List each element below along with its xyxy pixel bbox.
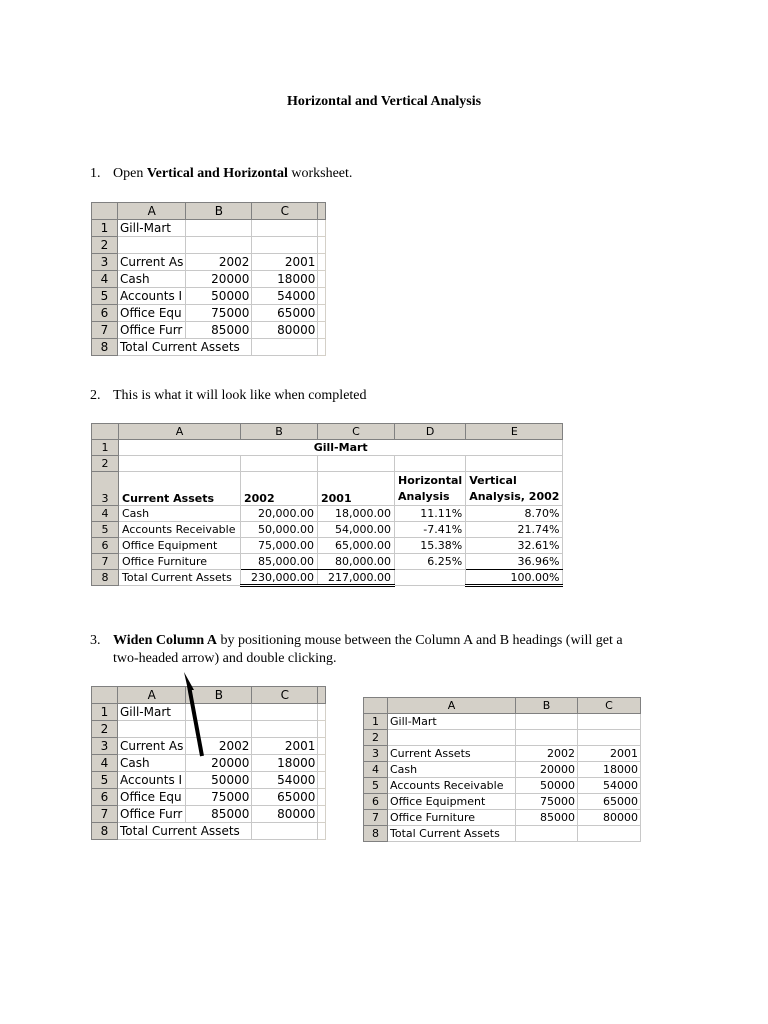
cell-horizontal-analysis-header[interactable] [395,472,466,506]
cell-b[interactable]: 85000 [516,810,578,826]
step-number: 2. [90,388,101,403]
cell-a[interactable]: Gill-Mart [118,704,186,721]
cell-a[interactable]: Office Furniture [119,554,241,570]
page-title: Horizontal and Vertical Analysis [286,94,482,109]
corner-cell [92,203,118,220]
cell[interactable] [318,456,395,472]
cell-a[interactable]: Accounts I [118,772,186,789]
cell-a[interactable]: Cash [119,506,241,522]
cell-a[interactable]: Cash [118,271,186,288]
row-header[interactable]: 3 [92,738,118,755]
cell-c[interactable]: 2001 [252,738,318,755]
row-header[interactable]: 8 [92,339,118,356]
corner-cell [92,687,118,704]
cell-d[interactable] [318,271,326,288]
cell-b[interactable] [186,220,252,237]
row-header[interactable]: 2 [364,730,388,746]
cell-a[interactable]: Office Equ [118,789,186,806]
column-header-b[interactable]: B [186,687,252,704]
header-line: Analysis, 2002 [469,490,560,503]
column-header-a[interactable]: A [388,698,516,714]
column-header-c[interactable]: C [252,687,318,704]
cell-a[interactable]: Current As [118,254,186,271]
cell-a[interactable]: Office Furniture [388,810,516,826]
cell-d[interactable] [318,789,326,806]
column-header-b[interactable]: B [186,203,252,220]
cell-b[interactable]: 85000 [186,806,252,823]
cell-a[interactable]: Office Furr [118,806,186,823]
cell-b[interactable]: 50000 [186,772,252,789]
cell-b[interactable]: 85,000.00 [241,554,318,570]
cell-b[interactable]: 75000 [516,794,578,810]
cell-b[interactable]: 20,000.00 [241,506,318,522]
row-header[interactable]: 5 [92,288,118,305]
cell-b[interactable]: 20000 [186,271,252,288]
column-header-b[interactable]: B [241,424,318,440]
cell-b[interactable]: 2002 [186,254,252,271]
cell-a[interactable]: Cash [388,762,516,778]
spreadsheet-initial [91,202,326,356]
header-line: Horizontal [398,474,463,487]
cell-a[interactable]: Office Equipment [119,538,241,554]
cell-d[interactable] [318,755,326,772]
cell-e[interactable]: 36.96% [466,554,563,570]
cell-a[interactable]: Office Equipment [388,794,516,810]
cell-d[interactable] [318,288,326,305]
cell-d[interactable]: 11.11% [395,506,466,522]
cell-d[interactable] [395,570,466,586]
cell-c[interactable]: 2001 [578,746,641,762]
cell[interactable] [395,456,466,472]
cell-b[interactable]: 20000 [186,755,252,772]
step-text: This is what it will look like when completed [113,388,367,403]
cell-e[interactable]: 100.00% [466,570,563,586]
cell-b[interactable]: 75000 [186,305,252,322]
cell-d[interactable] [318,254,326,271]
cell-b[interactable] [516,714,578,730]
step-3 [90,632,623,668]
cell-d[interactable] [318,721,326,738]
cell[interactable] [119,456,241,472]
cell-a[interactable]: Accounts I [118,288,186,305]
cell-d[interactable]: 15.38% [395,538,466,554]
cell-c[interactable] [252,339,318,356]
row-header[interactable]: 7 [92,322,118,339]
column-header-d[interactable] [318,203,326,220]
spreadsheet-after-widen [363,697,641,842]
header-line: Vertical [469,474,517,487]
row-header[interactable]: 8 [92,823,118,840]
cell-e[interactable]: 32.61% [466,538,563,554]
row-header[interactable]: 7 [92,554,119,570]
cell-c[interactable]: 65000 [578,794,641,810]
row-header[interactable]: 3 [92,254,118,271]
step-text: by positioning mouse between the Column A and B headings (will get a [217,633,623,648]
header-line: Analysis [398,490,450,503]
row-header[interactable]: 4 [92,271,118,288]
column-header-a[interactable]: A [119,424,241,440]
cell-c[interactable] [252,704,318,721]
step-text: two-headed arrow) and double clicking. [113,651,337,666]
cell[interactable] [241,456,318,472]
cell-b[interactable]: 2002 [186,738,252,755]
row-header[interactable]: 3 [92,472,119,506]
row-header[interactable]: 6 [364,794,388,810]
cell-d[interactable] [318,704,326,721]
cell-b[interactable]: 75000 [186,789,252,806]
column-header-c[interactable]: C [252,203,318,220]
column-header-d[interactable] [318,687,326,704]
cell-c[interactable]: 80000 [252,806,318,823]
cell-b[interactable]: 50000 [516,778,578,794]
cell-b[interactable] [516,730,578,746]
cell-d[interactable] [318,339,326,356]
cell-c[interactable] [252,823,318,840]
cell-d[interactable] [318,772,326,789]
row-header[interactable]: 7 [92,806,118,823]
row-header[interactable]: 5 [364,778,388,794]
cell-d[interactable] [318,220,326,237]
cell-c[interactable]: 65000 [252,789,318,806]
row-header[interactable]: 5 [92,772,118,789]
cell-b[interactable]: 85000 [186,322,252,339]
cell-vertical-analysis-header[interactable] [466,472,563,506]
cell-d[interactable]: 6.25% [395,554,466,570]
cell-c[interactable] [252,237,318,254]
row-header[interactable]: 6 [92,538,119,554]
cell-c[interactable]: 54,000.00 [318,522,395,538]
cell-c[interactable]: 18000 [252,271,318,288]
arrow-shaft [189,686,202,756]
row-header[interactable]: 2 [92,237,118,254]
cell-c[interactable]: 80000 [252,322,318,339]
cell-e[interactable]: 21.74% [466,522,563,538]
corner-cell [92,424,119,440]
step-bold-text: Widen Column A [113,633,217,648]
column-header-b[interactable]: B [516,698,578,714]
cell-c[interactable]: 2001 [252,254,318,271]
cell-b[interactable]: 230,000.00 [241,570,318,586]
cell-d[interactable] [318,305,326,322]
column-header-c[interactable]: C [318,424,395,440]
corner-cell [364,698,388,714]
row-header[interactable]: 8 [364,826,388,842]
column-header-d[interactable]: D [395,424,466,440]
cell-c[interactable] [578,826,641,842]
cell-c[interactable]: 80,000.00 [318,554,395,570]
row-header[interactable]: 1 [364,714,388,730]
row-header[interactable]: 1 [92,704,118,721]
column-header-c[interactable]: C [578,698,641,714]
cell-a[interactable]: Office Furr [118,322,186,339]
cell-c[interactable]: 54000 [252,772,318,789]
cell-d[interactable] [318,237,326,254]
column-header-e[interactable]: E [466,424,563,440]
cell-d[interactable] [318,738,326,755]
cell-e[interactable]: 8.70% [466,506,563,522]
cell-b[interactable]: 2002 [516,746,578,762]
cell-c[interactable]: 217,000.00 [318,570,395,586]
cell-a[interactable]: Cash [118,755,186,772]
step-2 [90,387,367,405]
row-header[interactable]: 4 [92,755,118,772]
cell-a[interactable]: Total Current Assets [388,826,516,842]
cell-b[interactable] [516,826,578,842]
cell[interactable]: 2002 [241,472,318,506]
cell-a[interactable] [118,237,186,254]
row-header[interactable]: 2 [92,456,119,472]
cell-b[interactable] [186,237,252,254]
cell-d[interactable] [318,823,326,840]
row-header[interactable]: 2 [92,721,118,738]
row-header[interactable]: 8 [92,570,119,586]
cell-b[interactable]: 50000 [186,288,252,305]
step-text: Open [113,166,147,181]
cell-c[interactable]: 18000 [578,762,641,778]
cell-a[interactable]: Gill-Mart [388,714,516,730]
cell-d[interactable] [318,806,326,823]
spreadsheet-completed [91,423,563,587]
cell-d[interactable]: -7.41% [395,522,466,538]
column-header-a[interactable]: A [118,687,186,704]
row-header[interactable]: 1 [92,440,119,456]
row-header[interactable]: 5 [92,522,119,538]
row-header[interactable]: 7 [364,810,388,826]
row-header[interactable]: 4 [364,762,388,778]
row-header[interactable]: 4 [92,506,119,522]
merged-title-cell[interactable]: Gill-Mart [119,440,563,456]
cell-c[interactable]: 54000 [252,288,318,305]
cell-a[interactable]: Total Current Assets [119,570,241,586]
step-bold-text: Vertical and Horizontal [146,166,288,181]
cell-a[interactable] [388,730,516,746]
column-header-a[interactable]: A [118,203,186,220]
cell[interactable]: Current Assets [119,472,241,506]
row-header[interactable]: 6 [92,305,118,322]
cell-a[interactable]: Current Assets [388,746,516,762]
cell-a[interactable]: Total Current Assets [118,339,252,356]
cell-b[interactable]: 75,000.00 [241,538,318,554]
cell-a[interactable]: Accounts Receivable [388,778,516,794]
cell-a[interactable]: Current As [118,738,186,755]
cell-c[interactable]: 18000 [252,755,318,772]
cell-c[interactable]: 80000 [578,810,641,826]
cell-c[interactable] [578,714,641,730]
step-number: 3. [90,633,101,648]
row-header[interactable]: 6 [92,789,118,806]
cell-a[interactable]: Total Current Assets [118,823,252,840]
spreadsheet-before-widen [91,686,326,840]
row-header[interactable]: 1 [92,220,118,237]
row-header[interactable]: 3 [364,746,388,762]
cell[interactable]: 2001 [318,472,395,506]
cell-a[interactable]: Gill-Mart [118,220,186,237]
pointer-arrow-icon [184,672,208,760]
cell-c[interactable] [252,721,318,738]
cell-c[interactable] [252,220,318,237]
cell-c[interactable]: 65,000.00 [318,538,395,554]
cell-a[interactable]: Accounts Receivable [119,522,241,538]
step-1 [90,165,352,183]
step-text: worksheet. [287,166,353,181]
cell-a[interactable]: Office Equ [118,305,186,322]
cell-a[interactable] [118,721,186,738]
cell-c[interactable]: 18,000.00 [318,506,395,522]
cell-c[interactable]: 65000 [252,305,318,322]
step-number: 1. [90,166,101,181]
cell-c[interactable]: 54000 [578,778,641,794]
cell[interactable] [466,456,563,472]
cell-c[interactable] [578,730,641,746]
cell-b[interactable]: 50,000.00 [241,522,318,538]
cell-b[interactable]: 20000 [516,762,578,778]
cell-d[interactable] [318,322,326,339]
